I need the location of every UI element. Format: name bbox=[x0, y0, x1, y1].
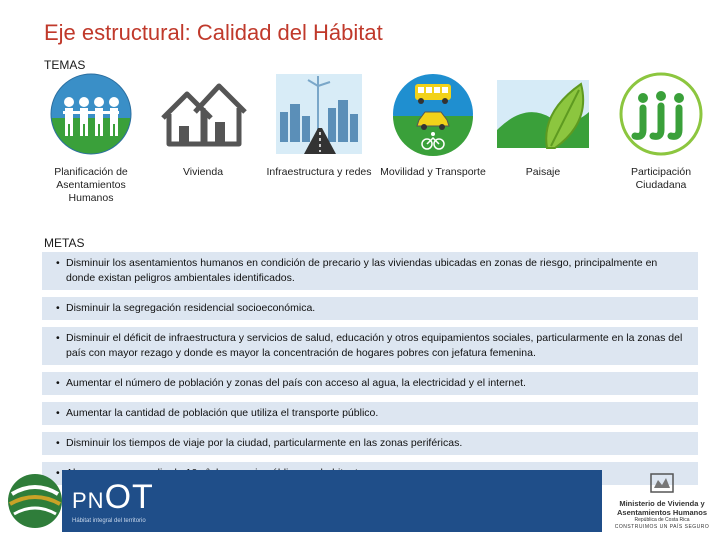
list-item: • Aumentar el número de población y zonas del país con acceso al agua, la electricidad y el internet. bbox=[42, 372, 698, 397]
ministry-slogan: CONSTRUIMOS UN PAÍS SEGURO bbox=[614, 524, 710, 530]
footer bbox=[0, 468, 720, 540]
theme-label: Planificación de Asentamientos Humanos bbox=[54, 166, 128, 204]
bus-car-bike-icon bbox=[391, 72, 475, 156]
theme-label: Vivienda bbox=[182, 166, 224, 178]
coat-of-arms-icon bbox=[649, 472, 675, 494]
metas-list bbox=[42, 252, 698, 492]
ministry-logo bbox=[612, 472, 712, 531]
list-item: • Disminuir la segregación residencial socioeconómica. bbox=[42, 297, 698, 322]
theme-infraestructura bbox=[264, 72, 374, 179]
theme-planificacion bbox=[36, 72, 146, 205]
leaf-landscape-icon bbox=[495, 72, 591, 156]
city-infrastructure-icon bbox=[274, 72, 364, 156]
pnot-logo bbox=[72, 478, 154, 517]
theme-movilidad bbox=[378, 72, 488, 179]
theme-label: Participación Ciudadana bbox=[630, 166, 692, 191]
list-item: • Disminuir el déficit de infraestructura y servicios de salud, educación y otros equipamientos sociales, particularmente en la zonas del país con mayor rezago y donde es mayor la concentración de hogares pobres con jefatura femenina. bbox=[42, 327, 698, 367]
houses-icon bbox=[153, 72, 253, 156]
logo-subtitle: Hábitat integral del territorio bbox=[72, 518, 146, 524]
logo-text-a: PN bbox=[72, 488, 105, 513]
theme-label: Paisaje bbox=[525, 166, 561, 178]
page-title: Eje estructural: Calidad del Hábitat bbox=[44, 20, 383, 45]
ministry-country: República de Costa Rica bbox=[634, 517, 690, 523]
list-item: • Disminuir los asentamientos humanos en condición de precario y las viviendas ubicadas en zonas de riesgo, principalmente en donde existan peligros ambientales identificados. bbox=[42, 252, 698, 292]
list-item: • Disminuir los tiempos de viaje por la ciudad, particularmente en las zonas periféricas. bbox=[42, 432, 698, 457]
logo-text-b: OT bbox=[104, 478, 154, 516]
people-chain-icon bbox=[49, 72, 133, 156]
theme-participacion bbox=[606, 72, 716, 192]
themes-row bbox=[36, 72, 716, 232]
ministry-name: Ministerio de Vivienda y Asentamientos Humanos bbox=[616, 499, 708, 517]
theme-label: Movilidad y Transporte bbox=[380, 166, 486, 178]
temas-label: TEMAS bbox=[44, 58, 86, 72]
list-item: • Aumentar la cantidad de población que utiliza el transporte público. bbox=[42, 402, 698, 427]
theme-label: Infraestructura y redes bbox=[266, 166, 372, 178]
globe-logo-icon bbox=[6, 472, 64, 530]
theme-vivienda bbox=[148, 72, 258, 179]
participation-icon bbox=[619, 72, 703, 156]
metas-label: METAS bbox=[44, 236, 85, 250]
theme-paisaje bbox=[488, 72, 598, 179]
